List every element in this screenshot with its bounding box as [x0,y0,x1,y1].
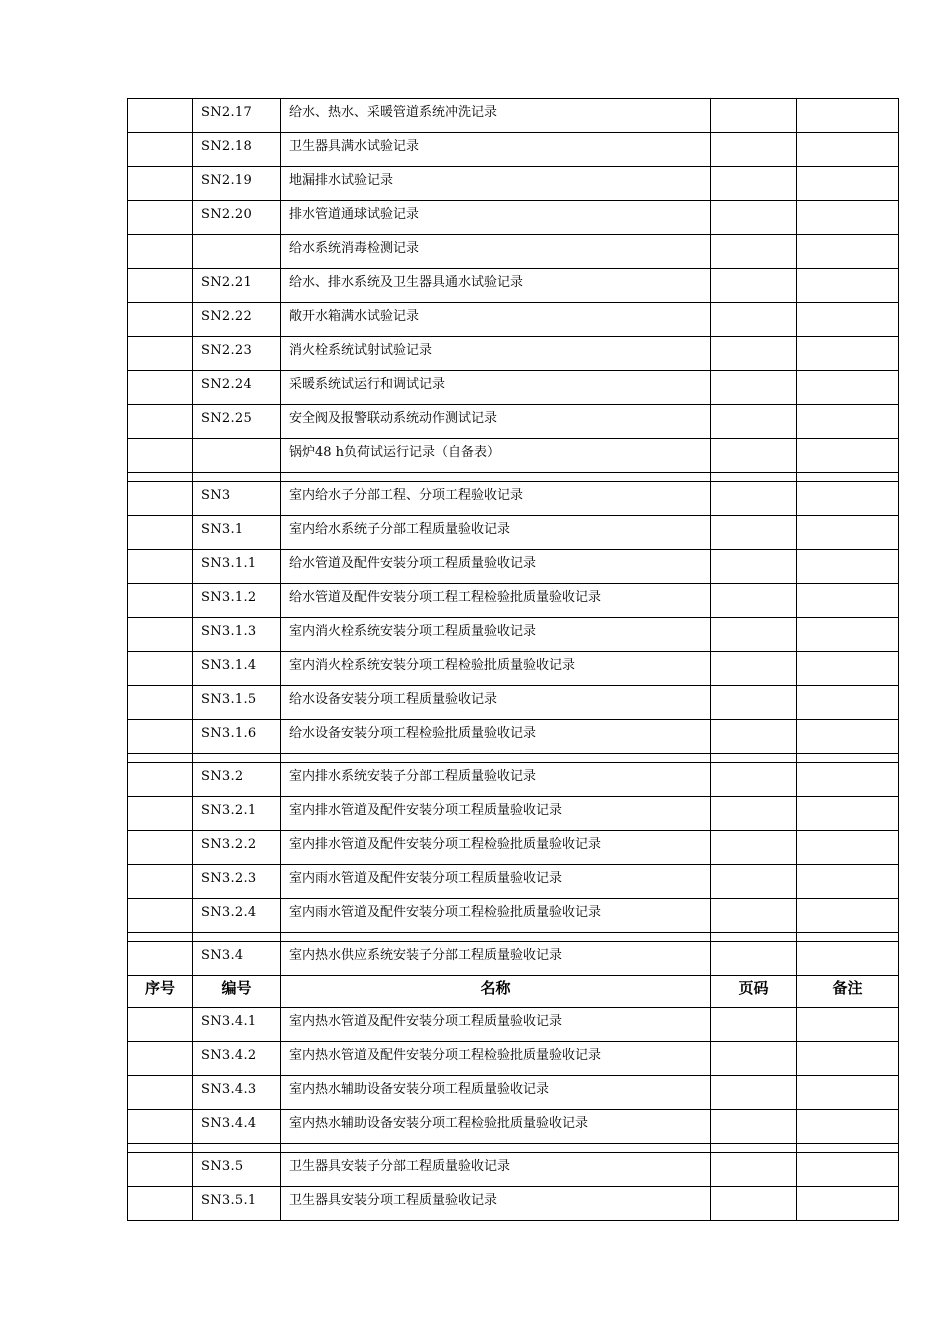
code-cell: SN2.17 [193,99,281,133]
page-cell [711,652,797,686]
code-cell: SN2.25 [193,405,281,439]
remark-cell [797,235,899,269]
remark-cell [797,337,899,371]
code-cell: SN2.22 [193,303,281,337]
table-row [128,99,899,133]
table-row [128,269,899,303]
code-cell: SN3.1.4 [193,652,281,686]
name-cell: 采暖系统试运行和调试记录 [281,371,711,405]
remark-cell [797,482,899,516]
code-cell: SN3.4.4 [193,1110,281,1144]
name-cell: 室内消火栓系统安装分项工程质量验收记录 [281,618,711,652]
remark-cell [797,405,899,439]
code-cell: SN3.2.4 [193,899,281,933]
seq-cell [128,482,193,516]
code-cell: SN3.1.5 [193,686,281,720]
seq-cell [128,1076,193,1110]
code-cell [193,439,281,473]
remark-cell [797,1110,899,1144]
seq-cell [128,652,193,686]
page-cell [711,1153,797,1187]
page-cell [711,865,797,899]
page-cell [711,1187,797,1221]
code-cell: SN3.4 [193,942,281,976]
spacer-row [128,754,899,763]
code-cell: SN3.1.2 [193,584,281,618]
page-cell [711,201,797,235]
table-row [128,550,899,584]
page-cell [711,686,797,720]
table-row [128,1110,899,1144]
remark-cell [797,167,899,201]
name-cell: 室内给水系统子分部工程质量验收记录 [281,516,711,550]
name-cell: 卫生器具安装子分部工程质量验收记录 [281,1153,711,1187]
name-cell: 室内热水辅助设备安装分项工程检验批质量验收记录 [281,1110,711,1144]
name-cell: 室内热水供应系统安装子分部工程质量验收记录 [281,942,711,976]
page-cell [711,797,797,831]
remark-cell [797,797,899,831]
table-row [128,1187,899,1221]
table-row [128,337,899,371]
seq-cell [128,618,193,652]
name-cell: 室内热水管道及配件安装分项工程检验批质量验收记录 [281,1042,711,1076]
name-cell: 室内排水系统安装子分部工程质量验收记录 [281,763,711,797]
name-cell: 室内雨水管道及配件安装分项工程质量验收记录 [281,865,711,899]
table-row [128,1076,899,1110]
page-cell [711,269,797,303]
table-row [128,235,899,269]
code-cell: SN2.20 [193,201,281,235]
code-cell [193,235,281,269]
name-cell: 卫生器具满水试验记录 [281,133,711,167]
remark-cell [797,686,899,720]
code-cell: SN2.18 [193,133,281,167]
table-row [128,439,899,473]
page-cell [711,303,797,337]
name-cell: 消火栓系统试射试验记录 [281,337,711,371]
code-cell: SN3.4.1 [193,1008,281,1042]
table-row [128,1008,899,1042]
seq-cell [128,133,193,167]
page-cell [711,516,797,550]
name-cell: 给水管道及配件安装分项工程质量验收记录 [281,550,711,584]
code-cell: SN3.1.6 [193,720,281,754]
table-row [128,763,899,797]
remark-cell [797,99,899,133]
code-cell: SN3.1 [193,516,281,550]
seq-cell [128,865,193,899]
seq-cell [128,899,193,933]
name-cell: 室内消火栓系统安装分项工程检验批质量验收记录 [281,652,711,686]
remark-cell [797,1187,899,1221]
code-cell: SN3.5 [193,1153,281,1187]
seq-cell [128,763,193,797]
table-row [128,1153,899,1187]
remark-cell [797,550,899,584]
remark-cell [797,763,899,797]
page-cell [711,235,797,269]
code-cell: SN3.1.3 [193,618,281,652]
name-cell: 排水管道通球试验记录 [281,201,711,235]
name-cell: 地漏排水试验记录 [281,167,711,201]
remark-cell [797,942,899,976]
page-cell [711,133,797,167]
remark-cell [797,584,899,618]
seq-cell [128,337,193,371]
page-cell [711,899,797,933]
code-cell: SN2.24 [193,371,281,405]
seq-cell [128,167,193,201]
table-row [128,167,899,201]
page-cell [711,618,797,652]
code-cell: SN3.2 [193,763,281,797]
record-index-table [127,98,899,1221]
remark-cell [797,439,899,473]
seq-cell [128,720,193,754]
table-row [128,371,899,405]
table-row [128,797,899,831]
code-cell: SN3.2.1 [193,797,281,831]
seq-cell [128,942,193,976]
page-cell [711,1042,797,1076]
page-cell [711,1076,797,1110]
table-row [128,942,899,976]
page-cell [711,405,797,439]
remark-cell [797,720,899,754]
table-row [128,1042,899,1076]
name-cell: 室内雨水管道及配件安装分项工程检验批质量验收记录 [281,899,711,933]
name-cell: 室内给水子分部工程、分项工程验收记录 [281,482,711,516]
remark-cell [797,303,899,337]
seq-cell [128,303,193,337]
remark-cell [797,133,899,167]
page-cell [711,831,797,865]
name-cell: 室内排水管道及配件安装分项工程检验批质量验收记录 [281,831,711,865]
table-row [128,618,899,652]
remark-cell [797,201,899,235]
page-cell [711,337,797,371]
seq-cell [128,405,193,439]
header-page: 页码 [711,976,797,1008]
table-row [128,303,899,337]
code-cell: SN2.23 [193,337,281,371]
page-cell [711,942,797,976]
code-cell: SN3.2.2 [193,831,281,865]
name-cell: 卫生器具安装分项工程质量验收记录 [281,1187,711,1221]
remark-cell [797,831,899,865]
remark-cell [797,618,899,652]
name-cell: 给水系统消毒检测记录 [281,235,711,269]
page-cell [711,550,797,584]
table-row [128,482,899,516]
remark-cell [797,865,899,899]
page-cell [711,167,797,201]
seq-cell [128,201,193,235]
seq-cell [128,516,193,550]
name-cell: 给水、排水系统及卫生器具通水试验记录 [281,269,711,303]
remark-cell [797,1153,899,1187]
table-row [128,516,899,550]
name-cell: 敞开水箱满水试验记录 [281,303,711,337]
table-row [128,133,899,167]
seq-cell [128,1153,193,1187]
table-row [128,899,899,933]
header-remark: 备注 [797,976,899,1008]
code-cell: SN2.19 [193,167,281,201]
table-row [128,201,899,235]
page-cell [711,99,797,133]
remark-cell [797,516,899,550]
remark-cell [797,1042,899,1076]
code-cell: SN3 [193,482,281,516]
remark-cell [797,1076,899,1110]
seq-cell [128,1110,193,1144]
table-row [128,405,899,439]
code-cell: SN3.5.1 [193,1187,281,1221]
seq-cell [128,1042,193,1076]
seq-cell [128,269,193,303]
seq-cell [128,550,193,584]
seq-cell [128,831,193,865]
remark-cell [797,371,899,405]
seq-cell [128,1187,193,1221]
remark-cell [797,269,899,303]
seq-cell [128,371,193,405]
name-cell: 锅炉48 h负荷试运行记录（自备表） [281,439,711,473]
seq-cell [128,584,193,618]
code-cell: SN3.2.3 [193,865,281,899]
table-row [128,831,899,865]
table-row [128,584,899,618]
page-cell [711,439,797,473]
page-cell [711,720,797,754]
code-cell: SN3.4.2 [193,1042,281,1076]
name-cell: 给水管道及配件安装分项工程工程检验批质量验收记录 [281,584,711,618]
spacer-row [128,1144,899,1153]
code-cell: SN3.4.3 [193,1076,281,1110]
name-cell: 室内热水辅助设备安装分项工程质量验收记录 [281,1076,711,1110]
table-row [128,686,899,720]
seq-cell [128,439,193,473]
page-cell [711,1110,797,1144]
seq-cell [128,686,193,720]
table-header-row [128,976,899,1008]
table-row [128,652,899,686]
name-cell: 给水设备安装分项工程质量验收记录 [281,686,711,720]
remark-cell [797,1008,899,1042]
seq-cell [128,235,193,269]
seq-cell [128,1008,193,1042]
name-cell: 室内排水管道及配件安装分项工程质量验收记录 [281,797,711,831]
header-seq: 序号 [128,976,193,1008]
header-code: 编号 [193,976,281,1008]
spacer-row [128,933,899,942]
name-cell: 室内热水管道及配件安装分项工程质量验收记录 [281,1008,711,1042]
name-cell: 给水、热水、采暖管道系统冲洗记录 [281,99,711,133]
table-row [128,720,899,754]
seq-cell [128,797,193,831]
page-cell [711,482,797,516]
page-cell [711,584,797,618]
table-row [128,865,899,899]
page-cell [711,763,797,797]
header-name: 名称 [281,976,711,1008]
page-cell [711,371,797,405]
remark-cell [797,899,899,933]
seq-cell [128,99,193,133]
remark-cell [797,652,899,686]
code-cell: SN3.1.1 [193,550,281,584]
page-cell [711,1008,797,1042]
name-cell: 安全阀及报警联动系统动作测试记录 [281,405,711,439]
name-cell: 给水设备安装分项工程检验批质量验收记录 [281,720,711,754]
spacer-row [128,473,899,482]
code-cell: SN2.21 [193,269,281,303]
